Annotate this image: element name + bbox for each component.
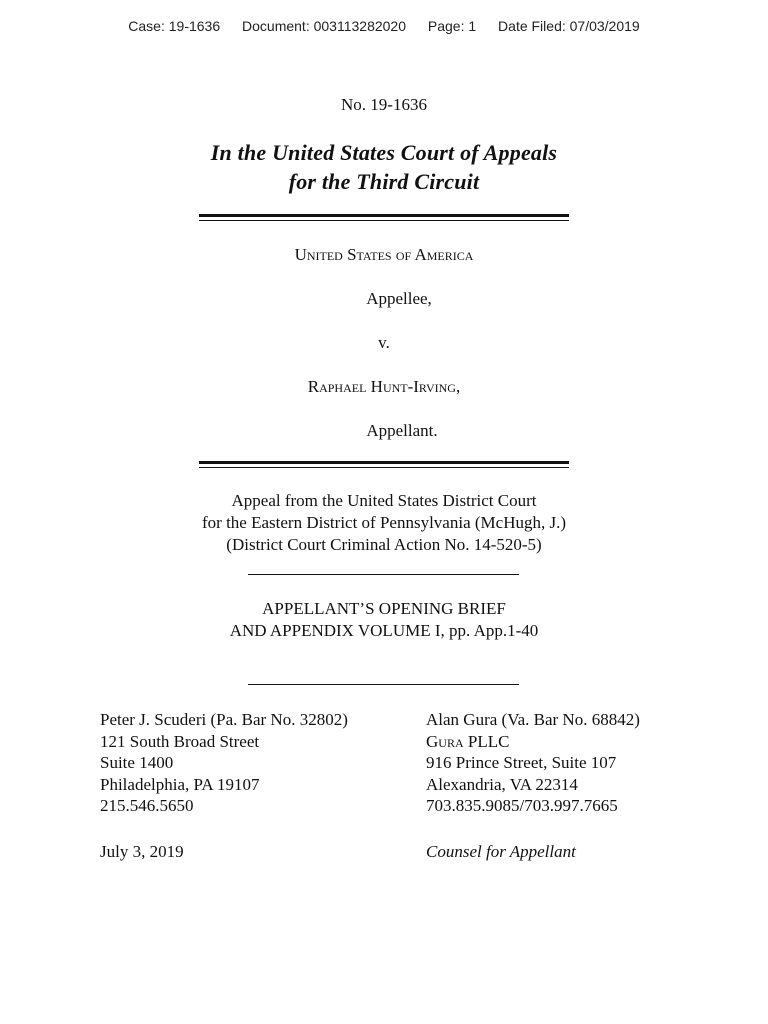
counsel-right-street: 916 Prince Street, Suite 107 [426, 753, 617, 773]
docket-number: No. 19-1636 [341, 95, 427, 114]
counsel-left-street: 121 South Broad Street [100, 731, 260, 751]
header-document: Document: 003113282020 [242, 18, 406, 34]
counsel-right-firm: Gura PLLC [426, 731, 510, 751]
divider-rule-2 [248, 684, 519, 685]
counsel-right-phone: 703.835.9085/703.997.7665 [426, 796, 618, 816]
counsel-left-suite: Suite 1400 [100, 753, 174, 773]
header-page: Page: 1 [427, 18, 477, 34]
counsel-block-left [100, 709, 348, 817]
header-case: Case: 19-1636 [128, 18, 221, 34]
brief-title-line-1: APPELLANT’S OPENING BRIEF [262, 599, 506, 618]
appellant-name: Raphael Hunt-Irving, [307, 377, 461, 396]
filing-date: July 3, 2019 [100, 842, 184, 861]
appeal-from-line-3: (District Court Criminal Action No. 14-520-5) [226, 535, 542, 554]
counsel-left-city: Philadelphia, PA 19107 [100, 774, 260, 794]
court-name-line-1: In the United States Court of Appeals [210, 140, 558, 165]
versus: v. [378, 333, 390, 352]
double-rule-top [199, 214, 569, 221]
header-date-filed: Date Filed: 07/03/2019 [498, 18, 640, 34]
counsel-right-city: Alexandria, VA 22314 [426, 774, 578, 794]
counsel-left-phone: 215.546.5650 [100, 796, 194, 816]
court-name-line-2: for the Third Circuit [288, 169, 480, 194]
filing-header [0, 18, 768, 34]
appeal-from-line-2: for the Eastern District of Pennsylvania (McHugh, J.) [202, 513, 566, 532]
counsel-right-name: Alan Gura (Va. Bar No. 68842) [426, 710, 640, 729]
counsel-block-right [426, 709, 640, 817]
appellee-name: United States of America [294, 245, 474, 264]
counsel-left-name: Peter J. Scuderi (Pa. Bar No. 32802) [100, 710, 348, 729]
brief-title-line-2: AND APPENDIX VOLUME I, pp. App.1-40 [229, 621, 539, 640]
appellee-role: Appellee, [366, 289, 432, 308]
divider-rule-1 [248, 574, 519, 575]
counsel-label: Counsel for Appellant [426, 842, 576, 861]
appeal-from-line-1: Appeal from the United States District Court [231, 491, 537, 510]
appellant-role: Appellant. [366, 421, 438, 440]
double-rule-bottom [199, 461, 569, 468]
